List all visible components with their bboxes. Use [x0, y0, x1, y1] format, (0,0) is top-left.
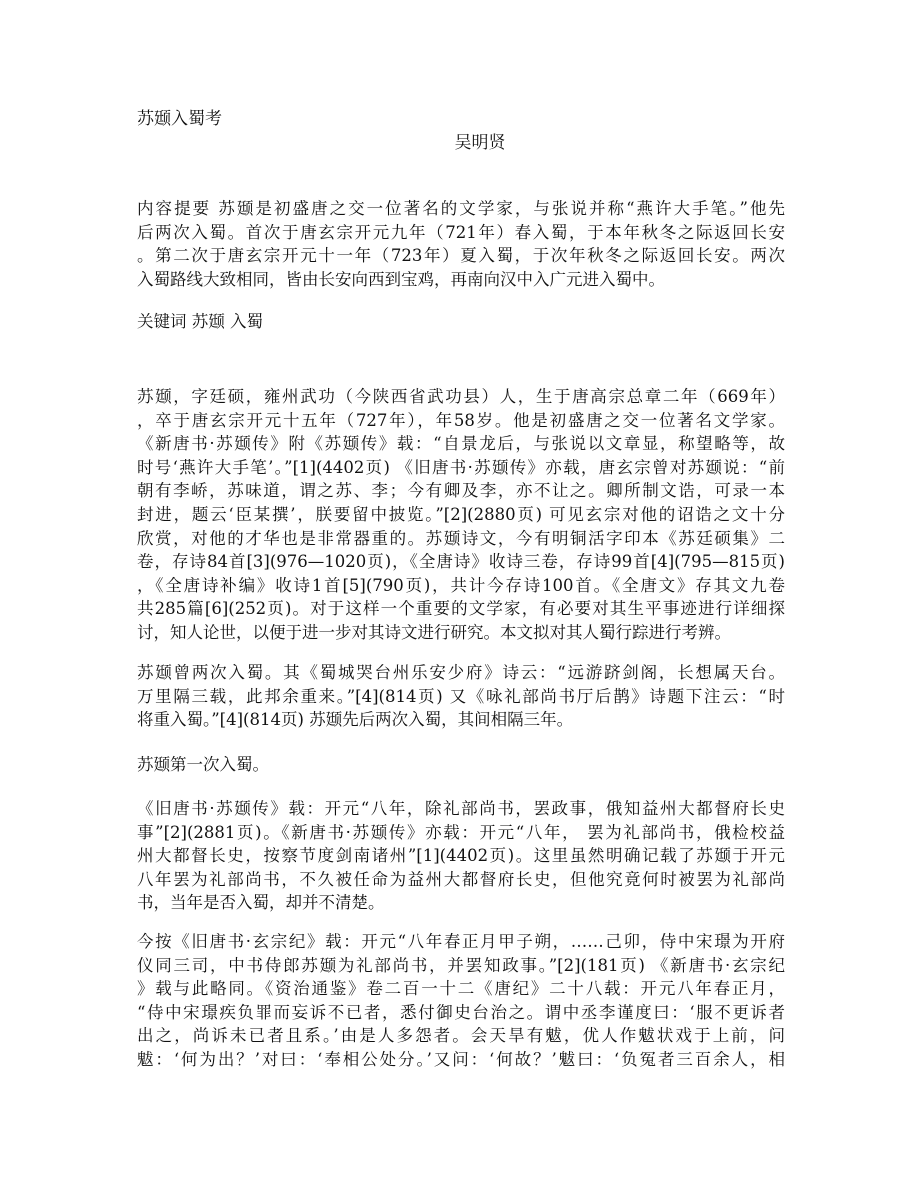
paragraph-line: 《旧唐书·苏颋传》载：开元“八年，除礼部尚书，罢政事，俄知益州大都督府长史 — [137, 799, 785, 818]
paragraph-line: 卷，存诗84首[3](976—1020页)，《全唐诗》收诗三卷，存诗99首[4](795—815页) — [137, 552, 785, 572]
paragraph-5 — [137, 930, 785, 1072]
abstract-line: 内容提要 苏颋是初盛唐之交一位著名的文学家，与张说并称“燕许大手笔。”他先 — [137, 199, 785, 218]
paragraph-4 — [137, 797, 785, 915]
paragraph-line: 苏颋曾两次入蜀。其《蜀城哭台州乐安少府》诗云：“远游跻剑阁，长想属天台。 — [137, 663, 785, 682]
abstract-line: 入蜀路线大致相同，皆由长安向西到宝鸡，再南向汉中入广元进入蜀中。 — [137, 269, 665, 289]
keywords — [137, 310, 785, 334]
keywords-line: 关键词 苏颋 入蜀 — [137, 312, 263, 331]
paragraph-line: 万里隔三载，此邦余重来。”[4](814页) 又《咏礼部尚书厅后鹊》诗题下注云：“时 — [137, 686, 785, 706]
paragraph-line: 事”[2](2881页)。《新唐书·苏颋传》亦载：开元“八年， 罢为礼部尚书，俄检校益 — [137, 822, 785, 842]
paragraph-line: 仪同三司，中书侍郎苏颋为礼部尚书，并罢知政事。”[2](181页) 《新唐书·玄宗纪 — [137, 955, 785, 975]
paragraph-line: 朝有李峤，苏味道，谓之苏、李；今有卿及李，亦不让之。卿所制文诰，可录一本 — [137, 481, 785, 501]
paragraph-line: 》载与此略同。《资治通鉴》卷二百一十二《唐纪》二十八载：开元八年春正月， — [137, 979, 785, 999]
paragraph-line: 共285篇[6](252页)。对于这样一个重要的文学家，有必要对其生平事迹进行详细探 — [137, 599, 785, 619]
author-name: 吴明贤 — [454, 133, 506, 153]
paragraph-line: 欣赏，对他的才华也是非常器重的。苏颋诗文，今有明铜活字印本《苏廷硕集》二 — [137, 528, 785, 548]
paragraph-1 — [137, 385, 785, 645]
paragraph-line: 今按《旧唐书·玄宗纪》载：开元“八年春正月甲子朔，……己卯，侍中宋璟为开府 — [137, 932, 785, 951]
paragraph-line: 将重入蜀。”[4](814页) 苏颋先后两次入蜀，其间相隔三年。 — [137, 710, 574, 730]
paragraph-line: 封进，题云‘臣某撰’，朕要留中披览。”[2](2880页) 可见玄宗对他的诏诰之文十分 — [137, 504, 785, 524]
paragraph-line: 苏颋，字廷硕，雍州武功（今陕西省武功县）人，生于唐高宗总章二年（669年） — [137, 387, 785, 406]
abstract — [137, 197, 785, 291]
abstract-line: 。第二次于唐玄宗开元十一年（723年）夏入蜀，于次年秋冬之际返回长安。两次 — [137, 246, 785, 266]
paragraph-2 — [137, 661, 785, 732]
paragraph-line: 八年罢为礼部尚书，不久被任命为益州大都督府长史，但他究竟何时被罢为礼部尚 — [137, 869, 785, 889]
paragraph-line: 出之，尚诉未已者且系。’由是人多怨者。会天旱有魃，优人作魃状戏于上前，问 — [137, 1026, 785, 1046]
paragraph-line: 魃：‘何为出？’对曰：‘奉相公处分。’又问：‘何故？’魃曰：‘负冤者三百余人，相 — [137, 1049, 785, 1069]
paragraph-line: 《新唐书·苏颋传》附《苏颋传》载：“自景龙后，与张说以文章显，称望略等，故 — [137, 434, 785, 454]
document-title: 苏颋入蜀考 — [137, 109, 222, 129]
paragraph-line: ，《全唐诗补编》收诗1首[5](790页)，共计今存诗100首。《全唐文》存其文九卷 — [137, 575, 785, 595]
paragraph-line: ，卒于唐玄宗开元十五年（727年），年58岁。他是初盛唐之交一位著名文学家。 — [137, 410, 785, 430]
paragraph-3 — [137, 753, 785, 777]
paragraph-line: 书，当年是否入蜀，却并不清楚。 — [137, 893, 385, 913]
paragraph-line: 时号‘燕许大手笔’。”[1](4402页) 《旧唐书·苏颋传》亦载，唐玄宗曾对苏颋说：“前 — [137, 457, 785, 477]
paragraph-line: 苏颋第一次入蜀。 — [137, 755, 269, 774]
abstract-line: 后两次入蜀。首次于唐玄宗开元九年（721年）春入蜀，于本年秋冬之际返回长安 — [137, 222, 785, 242]
paragraph-line: “侍中宋璟疾负罪而妄诉不已者，悉付御史台治之。谓中丞李谨度曰：‘服不更诉者 — [137, 1002, 785, 1022]
paragraph-line: 讨，知人论世，以便于进一步对其诗文进行研究。本文拟对其人蜀行踪进行考辨。 — [137, 622, 731, 642]
paragraph-line: 州大都督长史，按察节度剑南诸州”[1](4402页)。这里虽然明确记载了苏颋于开元 — [137, 846, 785, 866]
